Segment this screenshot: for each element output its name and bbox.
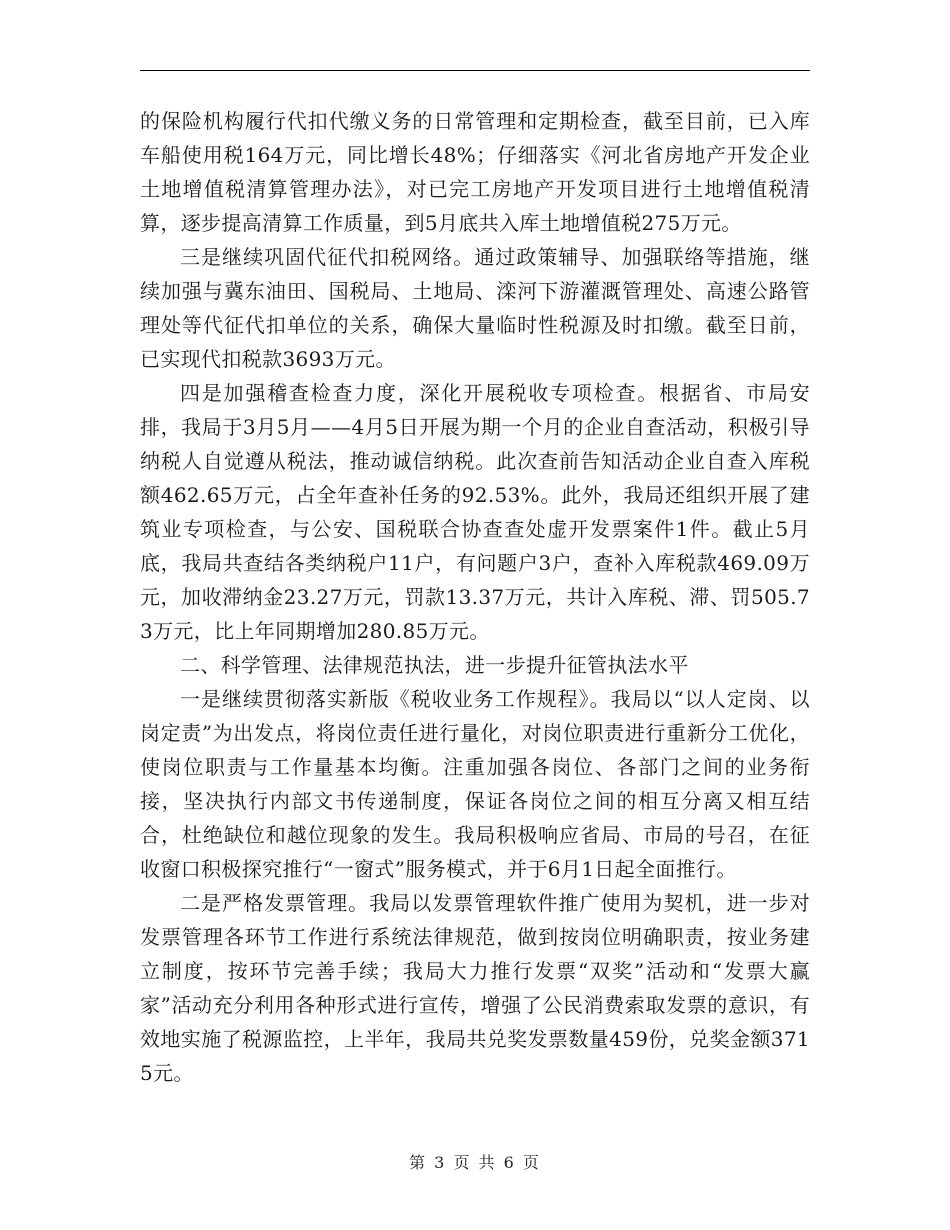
paragraph-2: 三是继续巩固代征代扣税网络。通过政策辅导、加强联络等措施，继续加强与冀东油田、国税局、土地局、滦河下游灌溉管理处、高速公路管理处等代征代扣单位的关系，确保大量临时性税源及时扣缴。截至日前，已实现代扣税款3693万元。 [140,245,810,371]
document-body [140,104,810,1090]
paragraph-3: 四是加强稽查检查力度，深化开展税收专项检查。根据省、市局安排，我局于3月5月——4月5日开展为期一个月的企业自查活动，积极引导纳税人自觉遵从税法，推动诚信纳税。此次查前告知活动企业自查入库税额462.65万元，占全年查补任务的92.53%。此外，我局还组织开展了建筑业专项检查，与公安、国税联合协查查处虚开发票案件1件。截止5月底，我局共查结各类纳税户11户，有问题户3户，查补入库税款469.09万元，加收滞纳金23.27万元，罚款13.37万元，共计入库税、滞、罚505.73万元，比上年同期增加280.85万元。 [140,381,810,643]
header-rule [140,70,810,71]
paragraph-5: 一是继续贯彻落实新版《税收业务工作规程》。我局以“以人定岗、以岗定责”为出发点，将岗位责任进行量化，对岗位职责进行重新分工优化，使岗位职责与工作量基本均衡。注重加强各岗位、各部门之间的业务衔接，坚决执行内部文书传递制度，保证各岗位之间的相互分离又相互结合，杜绝缺位和越位现象的发生。我局积极响应省局、市局的号召，在征收窗口积极探究推行“一窗式”服务模式，并于6月1日起全面推行。 [140,687,810,881]
page-number-footer: 第 3 页 共 6 页 [409,1153,541,1172]
section-heading: 二、科学管理、法律规范执法，进一步提升征管执法水平 [180,653,689,677]
paragraph-6: 二是严格发票管理。我局以发票管理软件推广使用为契机，进一步对发票管理各环节工作进行系统法律规范，做到按岗位明确职责，按业务建立制度，按环节完善手续；我局大力推行发票“双奖”活动和“发票大赢家”活动充分利用各种形式进行宣传，增强了公民消费索取发票的意识，有效地实施了税源监控，上半年，我局共兑奖发票数量459份，兑奖金额3715元。 [140,891,810,1085]
paragraph-1: 的保险机构履行代扣代缴义务的日常管理和定期检查，截至目前，已入库车船使用税164万元，同比增长48%；仔细落实《河北省房地产开发企业土地增值税清算管理办法》，对已完工房地产开发项目进行土地增值税清算，逐步提高清算工作质量，到5月底共入库土地增值税275万元。 [140,109,810,235]
